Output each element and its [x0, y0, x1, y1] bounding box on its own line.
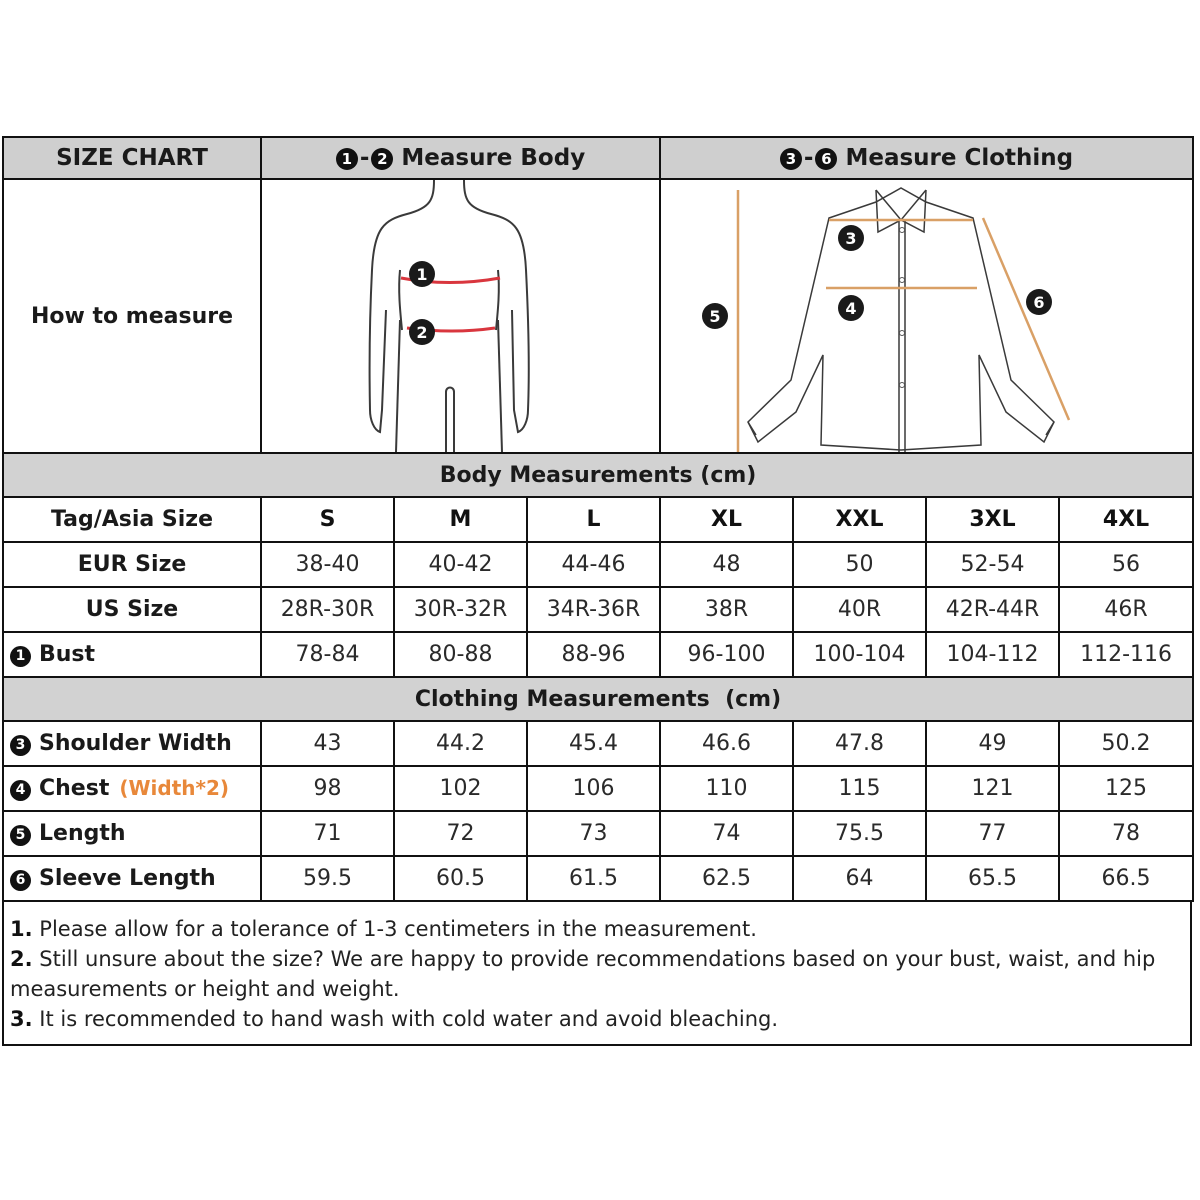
body-section-header-row: [3, 453, 1193, 497]
chest-width-note: (Width*2): [119, 776, 230, 800]
cell: 46.6: [660, 721, 793, 766]
table-row-tag-asia-size: [3, 497, 1193, 542]
cell: 115: [793, 766, 926, 811]
size-chart: [2, 136, 1192, 1046]
svg-text:5: 5: [709, 307, 721, 326]
measure-clothing-label: Measure Clothing: [845, 145, 1074, 171]
size-chart-table: [2, 136, 1194, 902]
cell: 43: [261, 721, 394, 766]
cell: 75.5: [793, 811, 926, 856]
badge-5-icon: 5: [10, 825, 31, 846]
cell: 65.5: [926, 856, 1059, 901]
cell: 125: [1059, 766, 1193, 811]
cell: 38R: [660, 587, 793, 632]
cell: 88-96: [527, 632, 660, 677]
shirt-figure-icon: [661, 180, 1127, 452]
badge-3-icon: 3: [780, 148, 802, 170]
cell: 30R-32R: [394, 587, 527, 632]
cell: 44-46: [527, 542, 660, 587]
notes-box: [2, 902, 1192, 1046]
cell: 72: [394, 811, 527, 856]
note-item: 2. Still unsure about the size? We are happy to provide recommendations based on your bust, waist, and hip measurements or height and weight.: [10, 947, 1156, 1001]
cell: 66.5: [1059, 856, 1193, 901]
cell: 59.5: [261, 856, 394, 901]
cell: 60.5: [394, 856, 527, 901]
row-label: 6 Sleeve Length: [3, 856, 261, 901]
cell: 104-112: [926, 632, 1059, 677]
how-to-measure-row: [3, 179, 1193, 453]
cell: 73: [527, 811, 660, 856]
cell: L: [527, 497, 660, 542]
badge-1-icon: 1: [336, 148, 358, 170]
table-row-length: [3, 811, 1193, 856]
clothing-diagram-cell: [660, 179, 1193, 453]
cell: 78-84: [261, 632, 394, 677]
cell: 49: [926, 721, 1059, 766]
note-item: 3. It is recommended to hand wash with cold water and avoid bleaching.: [10, 1007, 779, 1031]
cell: 45.4: [527, 721, 660, 766]
cell: 52-54: [926, 542, 1059, 587]
table-row-us-size: [3, 587, 1193, 632]
cell: 34R-36R: [527, 587, 660, 632]
cell: 4XL: [1059, 497, 1193, 542]
cell: 98: [261, 766, 394, 811]
cell: 42R-44R: [926, 587, 1059, 632]
cell: 80-88: [394, 632, 527, 677]
row-label: EUR Size: [3, 542, 261, 587]
svg-text:1: 1: [416, 265, 428, 284]
cell: 48: [660, 542, 793, 587]
table-row-bust: [3, 632, 1193, 677]
cell: 64: [793, 856, 926, 901]
cell: 50: [793, 542, 926, 587]
cell: 61.5: [527, 856, 660, 901]
note-item: 1. Please allow for a tolerance of 1-3 centimeters in the measurement.: [10, 917, 757, 941]
badge-2-icon: 2: [371, 148, 393, 170]
chart-header-row: [3, 137, 1193, 179]
size-chart-title: SIZE CHART: [3, 137, 261, 179]
clothing-section-header-row: [3, 677, 1193, 721]
badge-1-icon: 1: [10, 646, 31, 667]
badge-3-icon: 3: [10, 735, 31, 756]
row-label: Tag/Asia Size: [3, 497, 261, 542]
cell: 121: [926, 766, 1059, 811]
cell: S: [261, 497, 394, 542]
cell: 100-104: [793, 632, 926, 677]
badge-4-icon: 4: [10, 780, 31, 801]
row-label: 5 Length: [3, 811, 261, 856]
table-row-shoulder-width: [3, 721, 1193, 766]
table-row-chest: [3, 766, 1193, 811]
svg-text:4: 4: [845, 299, 857, 318]
svg-text:2: 2: [416, 323, 428, 342]
badge-6-icon: 6: [10, 870, 31, 891]
body-diagram-cell: [261, 179, 660, 453]
table-row-sleeve-length: [3, 856, 1193, 901]
measure-body-label: Measure Body: [401, 145, 586, 171]
row-label: 1 Bust: [3, 632, 261, 677]
cell: 74: [660, 811, 793, 856]
cell: 46R: [1059, 587, 1193, 632]
clothing-measurements-title: Clothing Measurements (cm): [3, 677, 1193, 721]
cell: 50.2: [1059, 721, 1193, 766]
cell: 38-40: [261, 542, 394, 587]
cell: 3XL: [926, 497, 1059, 542]
cell: 110: [660, 766, 793, 811]
cell: M: [394, 497, 527, 542]
cell: XXL: [793, 497, 926, 542]
svg-text:6: 6: [1033, 293, 1045, 312]
cell: 40R: [793, 587, 926, 632]
cell: 28R-30R: [261, 587, 394, 632]
cell: XL: [660, 497, 793, 542]
measure-clothing-header: 3 - 6 Measure Clothing: [660, 137, 1193, 179]
row-label: 3 Shoulder Width: [3, 721, 261, 766]
cell: 77: [926, 811, 1059, 856]
measure-body-header: 1 - 2 Measure Body: [261, 137, 660, 179]
cell: 44.2: [394, 721, 527, 766]
row-label: US Size: [3, 587, 261, 632]
cell: 47.8: [793, 721, 926, 766]
cell: 102: [394, 766, 527, 811]
cell: 71: [261, 811, 394, 856]
cell: 56: [1059, 542, 1193, 587]
body-measurements-title: Body Measurements (cm): [3, 453, 1193, 497]
cell: 40-42: [394, 542, 527, 587]
how-to-measure-label: How to measure: [3, 179, 261, 453]
row-label: 4 Chest (Width*2): [3, 766, 261, 811]
cell: 78: [1059, 811, 1193, 856]
table-row-eur-size: [3, 542, 1193, 587]
cell: 96-100: [660, 632, 793, 677]
badge-6-icon: 6: [815, 148, 837, 170]
cell: 62.5: [660, 856, 793, 901]
cell: 112-116: [1059, 632, 1193, 677]
svg-text:3: 3: [845, 229, 857, 248]
body-figure-icon: [262, 180, 724, 452]
cell: 106: [527, 766, 660, 811]
